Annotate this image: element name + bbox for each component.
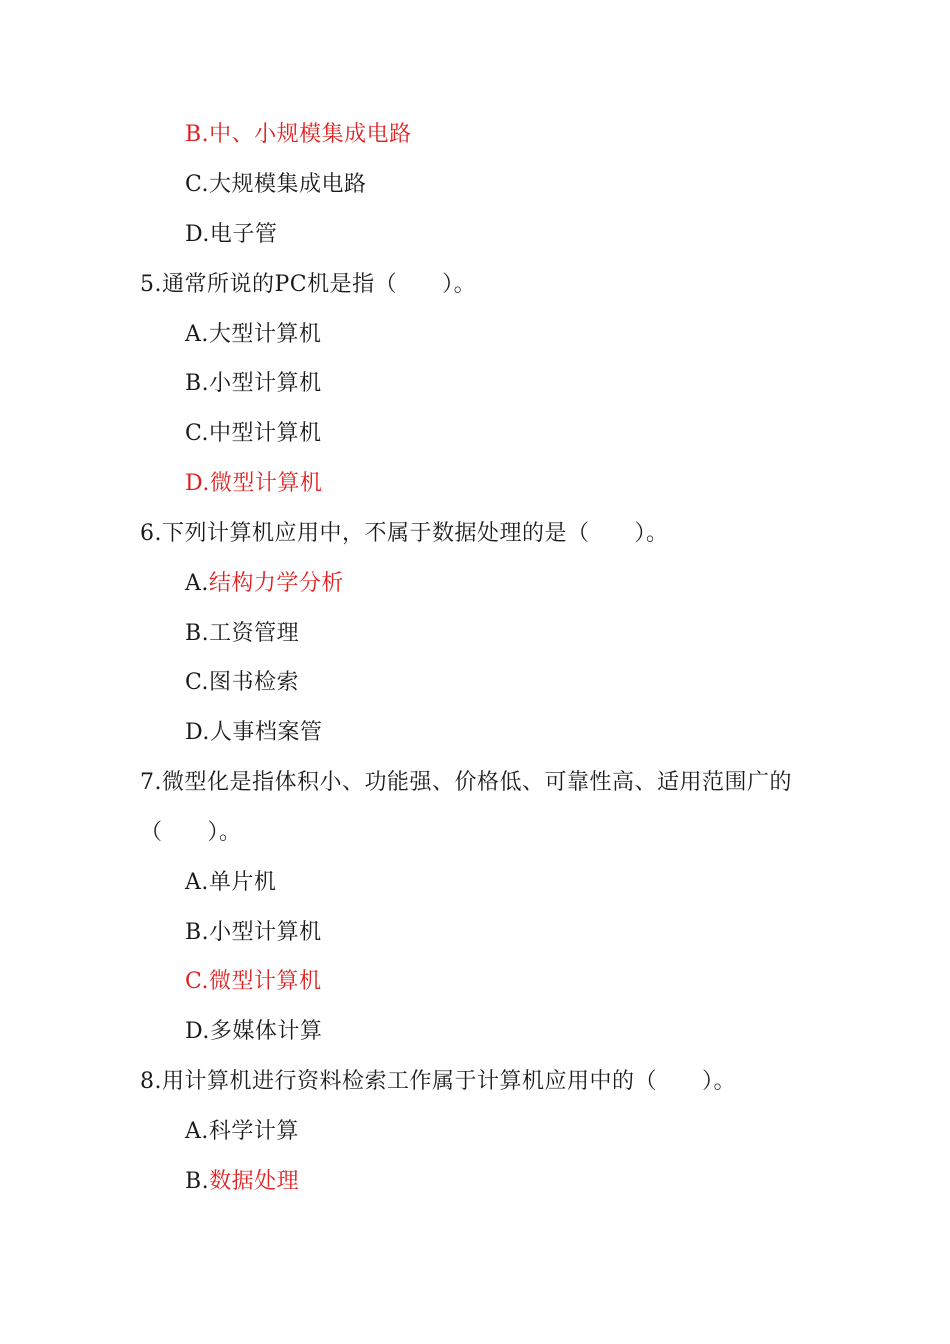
option-text: 中、小规模集成电路: [209, 122, 412, 147]
option-text: 中型计算机: [209, 421, 322, 446]
option-letter: C.: [185, 172, 210, 197]
option-letter: D.: [185, 1019, 210, 1044]
q7-option-b: [185, 918, 322, 948]
option-text: 图书检索: [209, 670, 300, 695]
option-text: 小型计算机: [209, 920, 322, 945]
option-text: 数据处理: [209, 1169, 300, 1194]
q5-option-b: [185, 369, 322, 399]
q5-option-c: [185, 419, 322, 449]
option-letter: C.: [185, 969, 210, 994]
option-letter: B.: [185, 371, 210, 396]
option-text: 多媒体计算: [209, 1019, 323, 1044]
q6-option-a: [185, 569, 344, 599]
option-letter: B.: [185, 1169, 210, 1194]
option-text: 结构力学分析: [208, 571, 344, 596]
q6-stem: 6.下列计算机应用中，不属于数据处理的是（ ）。: [140, 521, 669, 546]
q4-option-d: [185, 220, 277, 250]
option-letter: D.: [185, 222, 210, 247]
option-letter: A.: [185, 322, 209, 347]
option-letter: B.: [185, 122, 210, 147]
q8-stem: 8.用计算机进行资料检索工作属于计算机应用中的（ ）。: [140, 1069, 736, 1094]
option-text: 单片机: [208, 870, 277, 895]
option-text: 科学计算: [208, 1119, 299, 1144]
q6-option-c: [185, 668, 299, 698]
option-text: 大规模集成电路: [209, 172, 367, 197]
option-letter: D.: [185, 720, 210, 745]
option-text: 微型计算机: [209, 969, 322, 994]
q7-option-a: [185, 868, 276, 898]
option-letter: C.: [185, 421, 210, 446]
q4-option-c: [185, 170, 367, 200]
q8-option-a: [185, 1117, 299, 1147]
option-text: 工资管理: [209, 621, 300, 646]
q7-option-d: [185, 1017, 322, 1047]
option-letter: D.: [185, 471, 210, 496]
q5-option-d: [185, 469, 322, 499]
q4-option-b: [185, 120, 412, 150]
option-letter: A.: [185, 571, 209, 596]
option-text: 人事档案管: [209, 720, 323, 745]
q8-option-b: [185, 1167, 299, 1197]
q5-stem: 5.通常所说的PC机是指（ ）。: [140, 272, 477, 297]
option-text: 小型计算机: [209, 371, 322, 396]
q5-option-a: [185, 320, 321, 350]
option-text: 大型计算机: [208, 322, 322, 347]
option-letter: B.: [185, 621, 210, 646]
option-letter: C.: [185, 670, 210, 695]
q7-stem-line1: 7.微型化是指体积小、功能强、价格低、可靠性高、适用范围广的: [140, 770, 792, 795]
option-letter: A.: [185, 1119, 209, 1144]
q7-option-c: [185, 967, 322, 997]
option-text: 电子管: [209, 222, 278, 247]
option-letter: A.: [185, 870, 209, 895]
option-text: 微型计算机: [209, 471, 323, 496]
q6-option-d: [185, 718, 322, 748]
option-letter: B.: [185, 920, 210, 945]
q7-stem-line2: （ ）。: [140, 820, 242, 845]
q6-option-b: [185, 619, 299, 649]
